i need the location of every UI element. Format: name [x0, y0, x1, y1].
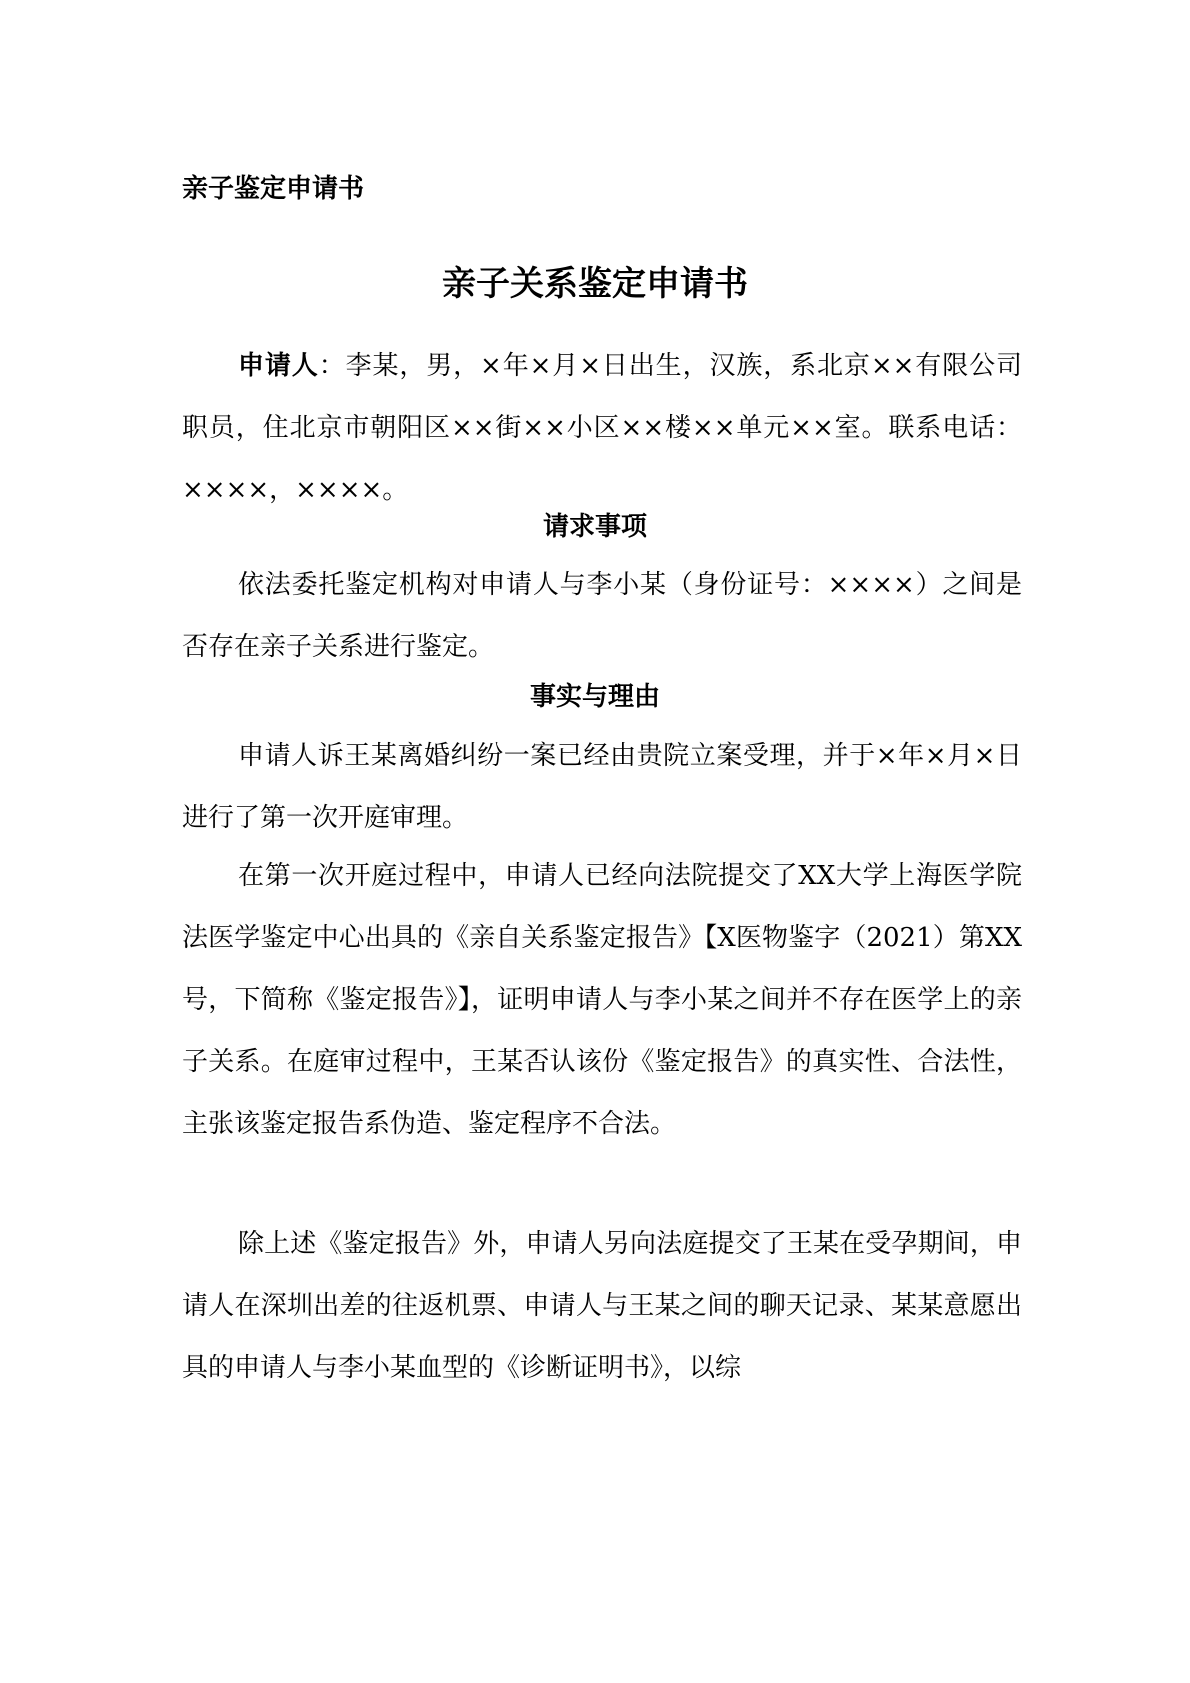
- facts-paragraph-2: 在第一次开庭过程中，申请人已经向法院提交了XX大学上海医学院法医学鉴定中心出具的《亲自关系鉴定报告》【X医物鉴字（2021）第XX号，下简称《鉴定报告》】，证明申请人与李小某之间并不存在医学上的亲子关系。在庭审过程中，王某否认该份《鉴定报告》的真实性、合法性，主张该鉴定报告系伪造、鉴定程序不合法。: [182, 861, 1022, 1139]
- document-label: 亲子鉴定申请书: [182, 174, 365, 204]
- facts-heading: 事实与理由: [529, 682, 660, 712]
- applicant-paragraph: [182, 335, 1022, 521]
- facts-paragraph-1: 申请人诉王某离婚纠纷一案已经由贵院立案受理，并于×年×月×日进行了第一次开庭审理。: [182, 741, 1022, 833]
- request-heading: 请求事项: [542, 512, 647, 542]
- request-paragraph: 依法委托鉴定机构对申请人与李小某（身份证号：××××）之间是否存在亲子关系进行鉴定。: [182, 570, 1022, 662]
- facts-paragraph-3: 除上述《鉴定报告》外，申请人另向法庭提交了王某在受孕期间，申请人在深圳出差的往返机票、申请人与王某之间的聊天记录、某某意愿出具的申请人与李小某血型的《诊断证明书》，以综: [182, 1229, 1022, 1383]
- applicant-label: 申请人: [238, 351, 319, 381]
- document-title: 亲子关系鉴定申请书: [442, 264, 748, 304]
- applicant-text: ：李某，男，×年×月×日出生，汉族，系北京××有限公司职员，住北京市朝阳区××街××小区××楼××单元××室。联系电话：××××，××××。: [182, 351, 1022, 505]
